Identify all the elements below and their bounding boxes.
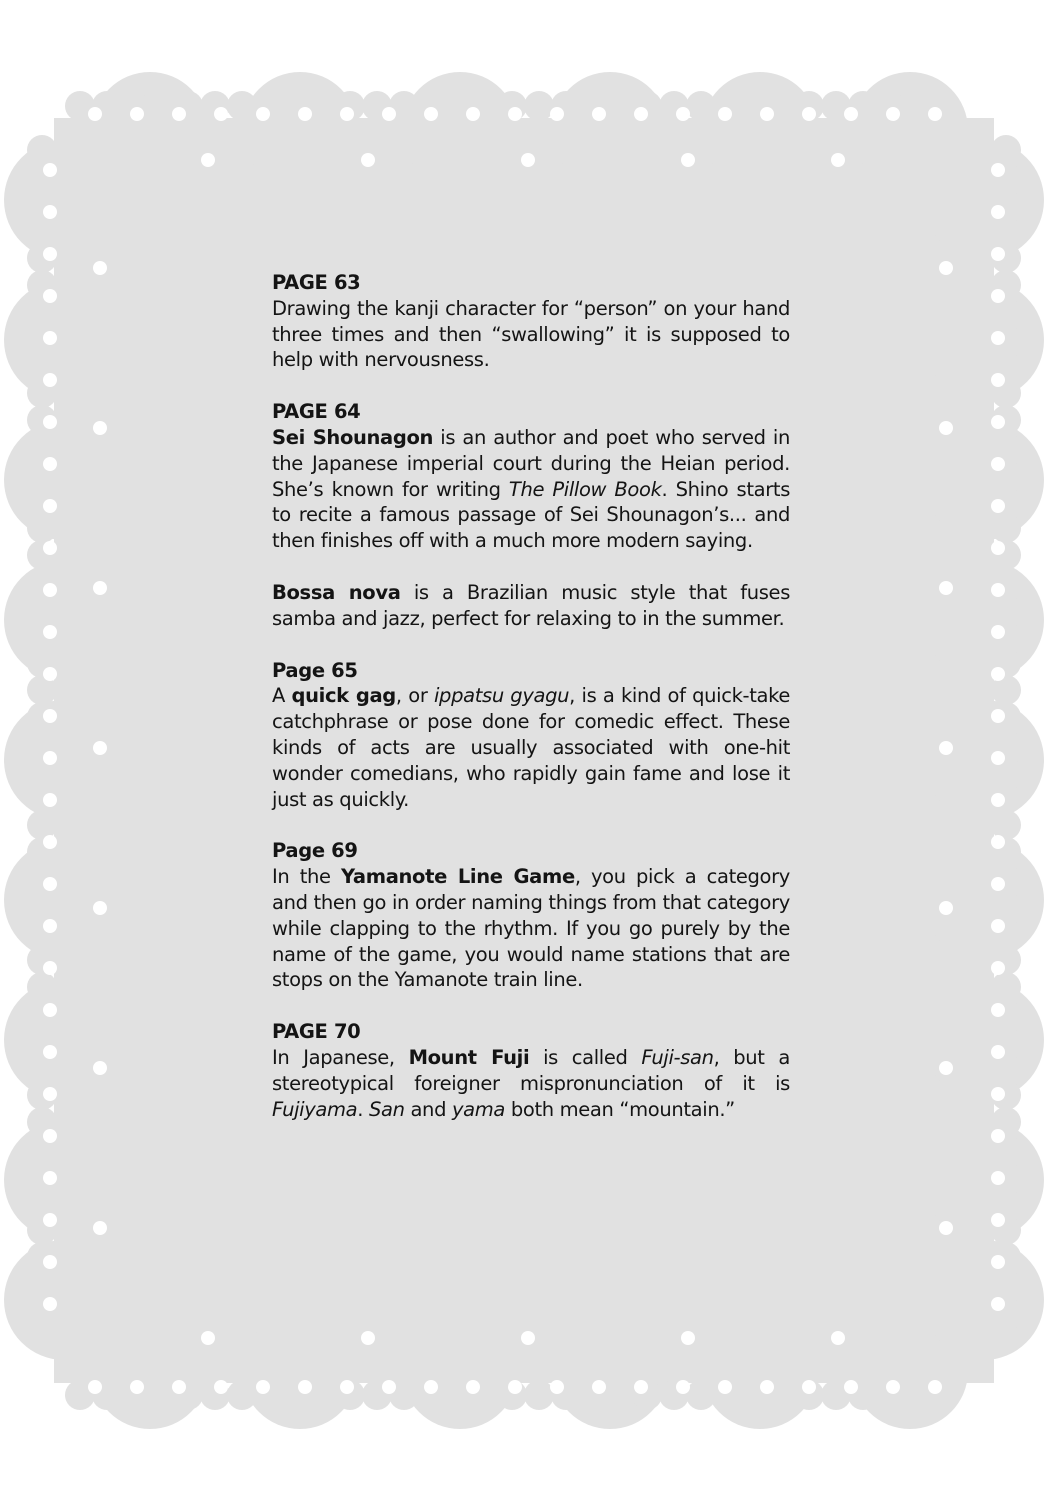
lace-hole [256,107,270,121]
note-body [272,296,790,373]
lace-hole [43,331,57,345]
lace-scallop [308,91,338,121]
lace-arch [552,1313,668,1429]
lace-hole [93,1061,107,1075]
lace-hole [634,1380,648,1394]
lace-hole [256,1380,270,1394]
lace-scallop [991,513,1021,543]
lace-hole [844,107,858,121]
lace-scallop [991,1323,1021,1353]
bold-term: Yamanote Line Game [340,865,575,889]
note-heading: Page 65 [272,658,358,682]
lace-hole [991,205,1005,219]
lace-hole [991,583,1005,597]
lace-hole [43,1213,57,1227]
lace-hole [991,919,1005,933]
lace-scallop [524,1380,554,1410]
lace-scallop [991,594,1021,624]
lace-hole [886,107,900,121]
lace-arch [924,140,1044,260]
lace-scallop [605,1380,635,1410]
lace-hole [991,793,1005,807]
lace-hole [93,421,107,435]
note-text: In the [272,865,341,889]
lace-hole [43,247,57,261]
lace-hole [802,1380,816,1394]
lace-arch [924,560,1044,680]
note-section [272,270,790,373]
note-text: . Shino starts to recite a famous passage of Sei Shounagon’s... and then finishes off with a much more modern saying. [272,477,790,553]
lace-hole [43,1129,57,1143]
lace-hole [361,1331,375,1345]
lace-arch [4,840,124,960]
lace-hole [521,1331,535,1345]
lace-hole [214,107,228,121]
lace-hole [991,1255,1005,1269]
lace-hole [172,107,186,121]
lace-hole [844,1380,858,1394]
lace-hole [991,1171,1005,1185]
lace-scallop [991,1269,1021,1299]
lace-hole [43,163,57,177]
lace-arch [924,840,1044,960]
lace-arch [924,980,1044,1100]
note-text: and [404,1097,452,1121]
lace-scallop [27,135,57,165]
lace-hole [382,1380,396,1394]
lace-hole [43,1297,57,1311]
note-section [272,399,790,554]
note-text: is a Brazilian music style that fuses samba and jazz, perfect for relaxing to in the summer. [272,580,790,630]
lace-hole [991,961,1005,975]
lace-hole [991,457,1005,471]
lace-hole [676,1380,690,1394]
lace-hole [939,261,953,275]
lace-scallop [27,972,57,1002]
lace-hole [43,919,57,933]
lace-hole [991,415,1005,429]
note-heading: Page 69 [272,839,358,863]
lace-hole [991,625,1005,639]
lace-hole [130,107,144,121]
lace-hole [43,1255,57,1269]
lace-scallop [227,1380,257,1410]
bold-term: Bossa nova [272,580,401,604]
note-text: Drawing the kanji character for “person” on your hand three times and then “swallowing” it is supposed to help with nervousness. [272,296,790,372]
lace-hole [928,1380,942,1394]
lace-hole [130,1380,144,1394]
note-section [272,838,790,993]
lace-hole [634,107,648,121]
lace-scallop [146,91,176,121]
note-section [272,1019,790,1122]
lace-hole [43,961,57,975]
note-section [272,658,790,813]
note-heading: PAGE 70 [272,1020,361,1044]
lace-arch [4,140,124,260]
note-body [272,580,790,632]
lace-hole [991,541,1005,555]
lace-hole [928,107,942,121]
bold-term: quick gag [291,684,396,708]
lace-hole [681,153,695,167]
lace-hole [340,107,354,121]
lace-hole [214,1380,228,1394]
note-section [272,580,790,632]
lace-hole [43,541,57,555]
lace-arch [4,700,124,820]
lace-hole [550,1380,564,1394]
lace-scallop [686,1380,716,1410]
lace-scallop [991,972,1021,1002]
lace-hole [172,1380,186,1394]
lace-hole [43,499,57,513]
lace-hole [88,107,102,121]
lace-hole [93,901,107,915]
lace-hole [760,107,774,121]
lace-hole [466,107,480,121]
lace-arch [924,420,1044,540]
note-heading: PAGE 63 [272,271,361,294]
note-text: . [357,1097,369,1121]
italic-term: Fujiyama [272,1097,358,1121]
lace-hole [991,289,1005,303]
lace-hole [991,877,1005,891]
lace-hole [43,709,57,723]
lace-hole [201,153,215,167]
lace-hole [340,1380,354,1394]
note-text: A [272,684,292,708]
lace-arch [4,1240,124,1360]
lace-hole [939,1221,953,1235]
bold-term: Mount Fuji [408,1045,530,1069]
lace-arch [924,700,1044,820]
lace-hole [991,331,1005,345]
lace-hole [991,247,1005,261]
lace-scallop [991,216,1021,246]
lace-hole [93,1221,107,1235]
lace-hole [991,1003,1005,1017]
lace-hole [939,901,953,915]
note-body [272,425,790,554]
lace-hole [201,1331,215,1345]
lace-hole [939,741,953,755]
lace-hole [424,107,438,121]
lace-scallop [902,91,932,121]
lace-hole [43,1087,57,1101]
note-text: is an author and poet who served in the Japanese imperial court during the Heian period. She’s known for writing [272,425,790,501]
lace-hole [718,1380,732,1394]
note-text: , you pick a category and then go in order naming things from that category while clapping to the rhythm. If you go purely by the name of the game, you would name stations that are stops on the Yamanote train line. [272,865,790,992]
lace-scallop [991,891,1021,921]
lace-arch [552,72,668,188]
lace-hole [43,373,57,387]
lace-hole [93,581,107,595]
italic-term: yama [451,1097,505,1121]
lace-scallop [27,891,57,921]
lace-hole [43,751,57,765]
lace-hole [521,153,535,167]
lace-hole [43,1003,57,1017]
lace-arch [4,1120,124,1240]
note-body [272,864,790,993]
lace-hole [43,415,57,429]
lace-arch [924,1120,1044,1240]
lace-scallop [27,1269,57,1299]
lace-hole [466,1380,480,1394]
lace-hole [93,261,107,275]
lace-arch [402,1313,518,1429]
lace-hole [43,205,57,219]
lace-hole [718,107,732,121]
note-text: is called [529,1045,642,1069]
lace-scallop [227,91,257,121]
note-body [272,683,790,812]
lace-hole [991,1087,1005,1101]
italic-term: ippatsu gyagu [433,684,570,708]
lace-hole [592,1380,606,1394]
lace-scallop [146,1380,176,1410]
lace-hole [991,667,1005,681]
lace-hole [802,107,816,121]
lace-hole [831,1331,845,1345]
italic-term: San [368,1097,405,1121]
lace-arch [4,280,124,400]
lace-hole [361,153,375,167]
lace-hole [939,581,953,595]
lace-hole [831,153,845,167]
lace-hole [88,1380,102,1394]
lace-hole [43,877,57,891]
lace-hole [939,421,953,435]
note-text: , is a kind of quick-take catchphrase or pose done for comedic effect. These kinds of acts are usually associated with one-hit wonder comedians, who rapidly gain fame and lose it just as quickly. [272,684,790,811]
lace-arch [402,72,518,188]
lace-hole [424,1380,438,1394]
lace-hole [43,667,57,681]
lace-arch [702,72,818,188]
lace-hole [43,289,57,303]
lace-arch [242,72,358,188]
lace-hole [43,583,57,597]
lace-hole [43,835,57,849]
note-text: , but a stereotypical foreigner mispronunciation of it is [272,1045,790,1095]
lace-scallop [308,1380,338,1410]
lace-hole [43,625,57,639]
lace-scallop [27,216,57,246]
lace-hole [508,1380,522,1394]
lace-scallop [686,91,716,121]
lace-hole [43,793,57,807]
lace-arch [4,560,124,680]
lace-arch [924,1240,1044,1360]
lace-hole [991,1045,1005,1059]
lace-hole [760,1380,774,1394]
lace-scallop [27,1323,57,1353]
lace-hole [939,1061,953,1075]
lace-hole [991,709,1005,723]
lace-hole [991,751,1005,765]
lace-hole [991,163,1005,177]
lace-hole [991,1129,1005,1143]
lace-hole [991,373,1005,387]
lace-hole [991,835,1005,849]
lace-hole [508,107,522,121]
italic-term: The Pillow Book [508,477,662,501]
italic-term: Fuji-san [641,1045,714,1069]
note-text: both mean “mountain.” [505,1097,735,1121]
lace-arch [4,980,124,1100]
lace-arch [242,1313,358,1429]
lace-hole [43,1045,57,1059]
lace-hole [43,457,57,471]
lace-hole [550,107,564,121]
lace-scallop [991,135,1021,165]
note-heading: PAGE 64 [272,400,361,424]
lace-hole [592,107,606,121]
lace-hole [676,107,690,121]
lace-hole [991,1213,1005,1227]
lace-hole [298,1380,312,1394]
lace-scallop [27,513,57,543]
note-text: In Japanese, [272,1045,409,1069]
bold-term: Sei Shounagon [272,425,434,449]
lace-arch [924,280,1044,400]
lace-hole [991,499,1005,513]
lace-hole [298,107,312,121]
lace-scallop [524,91,554,121]
lace-hole [886,1380,900,1394]
lace-hole [991,1297,1005,1311]
lace-hole [43,1171,57,1185]
note-body [272,1045,790,1122]
lace-hole [93,741,107,755]
lace-scallop [27,594,57,624]
lace-scallop [902,1380,932,1410]
lace-scallop [605,91,635,121]
lace-arch [4,420,124,540]
lace-hole [382,107,396,121]
note-text: , or [395,684,434,708]
lace-arch [702,1313,818,1429]
translation-notes [272,270,790,1148]
lace-hole [681,1331,695,1345]
